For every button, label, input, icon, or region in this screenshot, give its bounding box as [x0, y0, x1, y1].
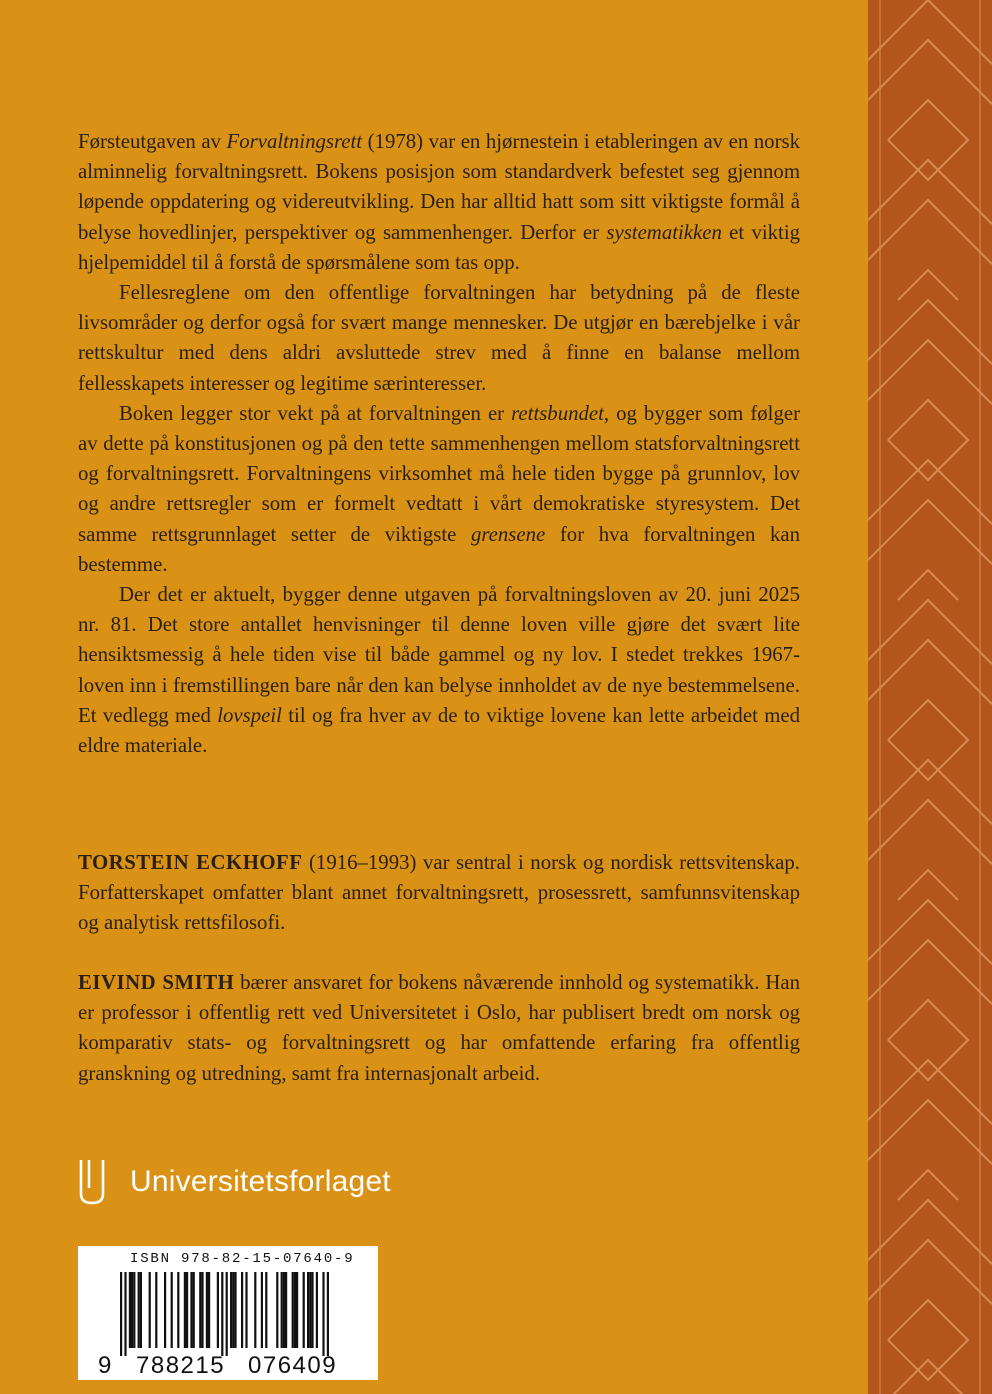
blurb-paragraph: [78, 127, 800, 278]
barcode-bar: [193, 1272, 195, 1348]
blurb-text: [78, 127, 800, 761]
barcode-bar: [120, 1272, 122, 1356]
ean-right-digits: 076409: [248, 1352, 338, 1379]
blurb-paragraph: [78, 580, 800, 761]
barcode-bar: [124, 1272, 126, 1356]
barcode-bar: [294, 1272, 296, 1348]
paragraph-text: et viktig hjelpemiddel til å forstå de spørsmålene som tas opp.: [78, 220, 800, 274]
decorative-side-band: [868, 0, 992, 1394]
isbn-label: ISBN 978-82-15-07640-9: [130, 1251, 355, 1267]
paragraph-text: , og bygger som følger av dette på konstitusjonen og på den tette sammenhengen mellom statsforvaltningsrett og forvaltningsrett. Forvaltningens virksomhet må hele tiden bygge på grunnlov, lov og andre rettsregler som er formelt vedtatt i vårt demokratiske styresystem. Det samme rettsgrunnlaget setter de viktigste: [78, 401, 800, 546]
universitetsforlaget-logo-icon: [78, 1158, 106, 1206]
author-bio-eckhoff: [78, 848, 800, 939]
paragraph-text: Der det er aktuelt, bygger denne utgaven på forvaltningsloven av 20. juni 2025 nr. 81. Det store antallet henvisninger til denne loven ville gjøre det svært lite hensiktsmessig å hele tiden vise til både gammel og ny lov. I stedet trekkes 1967-loven inn i fremstillingen bare når den kan belyse innholdet av de nye bestemmelsene. Et vedlegg med: [78, 583, 800, 727]
publisher-mark: [78, 1158, 391, 1206]
paragraph-text: Fellesreglene om den offentlige forvaltningen har betydning på de fleste livsområder og derfor også for svært mange mennesker. De utgjør en bærebjelke i vår rettskultur med dens aldri avsluttede strev med å finne en balanse mellom fellesskapets interesser og legitime særinteresser.: [78, 281, 800, 395]
geometric-pattern-icon: [868, 0, 992, 1394]
barcode-bar: [186, 1272, 188, 1348]
barcode-bar: [322, 1272, 324, 1356]
barcode-bar: [131, 1272, 133, 1348]
barcode-bar: [133, 1272, 135, 1348]
paragraph-text: (1978) var en hjørnestein i etableringen av en norsk alminnelig forvaltningsrett. Bokens posisjon som standardverk befestet seg gjennom løpende oppdatering og videreutvikling. Den har alltid hatt som sitt viktigste formål å belyse hovedlinjer, perspektiver og sammenhenger. Derfor er: [78, 130, 800, 244]
barcode-bar: [261, 1272, 263, 1348]
emphasis-text: rettsbundet: [511, 401, 604, 425]
emphasis-text: lovspeil: [217, 703, 282, 727]
barcode-bar: [190, 1272, 192, 1348]
ean-left-digits: 788215: [136, 1352, 226, 1379]
author-bio-smith: [78, 968, 800, 1089]
barcode-bar: [217, 1272, 219, 1348]
barcode-bar: [307, 1272, 309, 1348]
isbn-barcode: [78, 1246, 378, 1380]
barcode-bar: [177, 1272, 179, 1348]
barcode-bar: [296, 1272, 298, 1348]
barcode-bar: [283, 1272, 285, 1348]
barcode-bar: [171, 1272, 173, 1348]
barcode-bar: [206, 1272, 208, 1348]
author-name-eckhoff: TORSTEIN ECKHOFF: [78, 851, 303, 874]
paragraph-text: Boken legger stor vekt på at forvaltningen er: [119, 401, 512, 425]
barcode-bar: [164, 1272, 166, 1348]
emphasis-text: grensene: [470, 522, 546, 546]
barcode-bar: [254, 1272, 256, 1348]
barcode-bar: [208, 1272, 210, 1348]
barcode-bar: [281, 1272, 283, 1348]
barcode-bar: [245, 1272, 247, 1348]
barcode-bar: [221, 1272, 223, 1356]
barcode-bar: [311, 1272, 313, 1348]
blurb-paragraph: [78, 278, 800, 399]
barcode-bar: [184, 1272, 186, 1348]
barcode-bar: [149, 1272, 151, 1348]
barcode-bar: [226, 1272, 228, 1356]
ean-first-digit: 9: [98, 1352, 112, 1379]
emphasis-text: systematikken: [606, 220, 722, 244]
barcode-bar: [138, 1272, 140, 1348]
barcode-bar: [201, 1272, 203, 1348]
emphasis-text: Forvaltningsrett: [226, 130, 363, 153]
barcode-bar: [303, 1272, 305, 1348]
barcode-bar: [316, 1272, 318, 1348]
barcode-bar: [232, 1272, 234, 1348]
barcode-bar: [140, 1272, 142, 1348]
publisher-name: Universitetsforlaget: [130, 1165, 391, 1198]
barcode-bar: [234, 1272, 236, 1348]
barcode-bar: [199, 1272, 201, 1348]
author-bio-text-smith: bærer ansvaret for bokens nåværende innhold og systematikk. Han er professor i offentlig rett ved Universitetet i Oslo, har publisert bredt om norsk og komparativ stats- og forvaltningsrett og har omfattende erfaring fra offentlig granskning og utredning, samt fra internasjonalt arbeid.: [78, 971, 800, 1085]
paragraph-text: for hva forvaltningen kan bestemme.: [78, 522, 801, 576]
barcode-bar: [230, 1272, 232, 1348]
author-bio-text-eckhoff: (1916–1993) var sentral i norsk og nordisk rettsvitenskap. Forfatterskapet omfatter blant annet forvaltningsrett, prosessrett, samfunnsvitenskap og analytisk rettsfilosofi.: [78, 851, 800, 935]
author-name-smith: EIVIND SMITH: [78, 971, 235, 994]
blurb-paragraph: [78, 399, 800, 580]
barcode-bar: [241, 1272, 243, 1348]
barcode-bar: [129, 1272, 131, 1348]
barcode-bar: [276, 1272, 278, 1348]
paragraph-text: Førsteutgaven av: [78, 130, 227, 153]
barcode-bar: [285, 1272, 287, 1348]
paragraph-text: til og fra hver av de to viktige lovene kan lette arbeidet med eldre materiale.: [78, 703, 801, 758]
barcode-bar: [327, 1272, 329, 1356]
barcode-bar: [309, 1272, 311, 1348]
barcode-bar: [292, 1272, 294, 1348]
barcode-bar: [155, 1272, 157, 1348]
barcode-bar: [265, 1272, 267, 1348]
